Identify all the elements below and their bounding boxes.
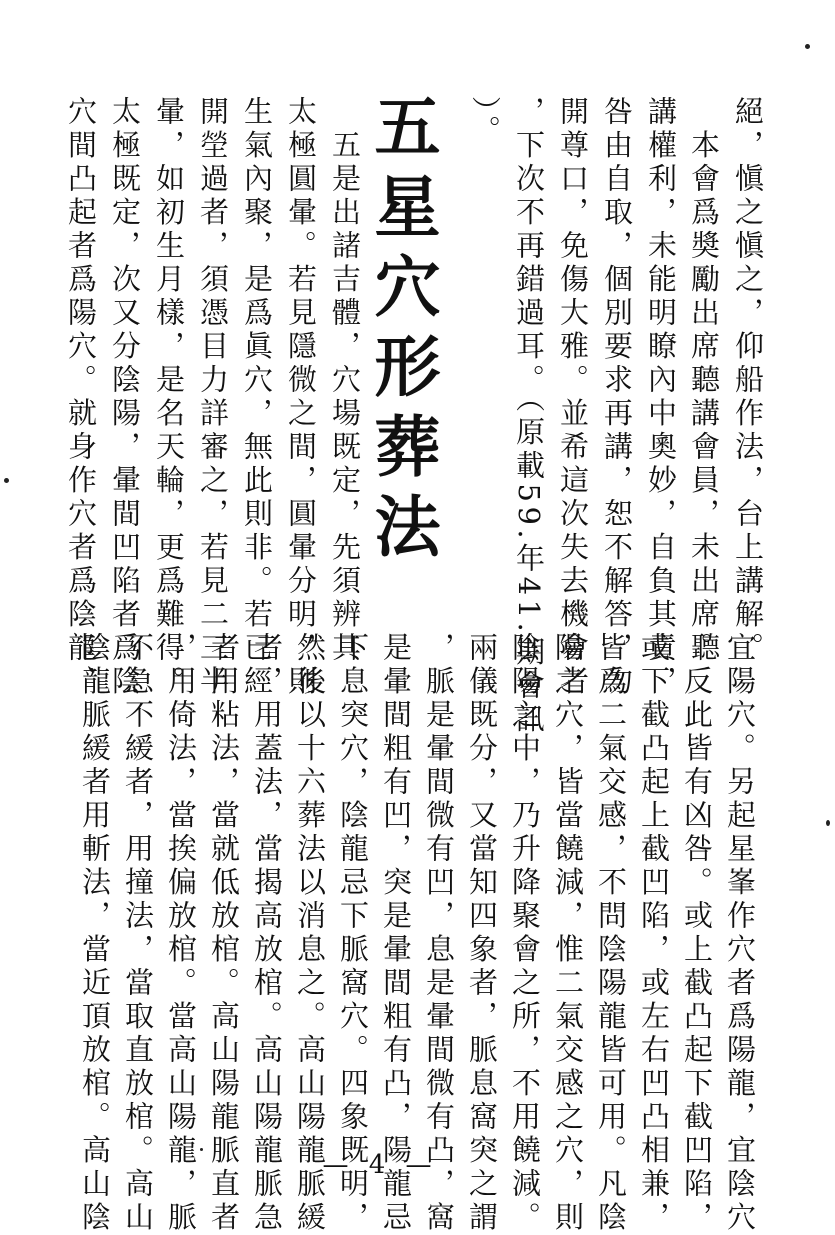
text-column: 陽之穴，皆當饒減，惟二氣交感之穴，則 bbox=[551, 632, 585, 1235]
scan-speck bbox=[826, 820, 830, 826]
text-column: ，脈是暈間微有凹，息是暈間微有凸，窩 bbox=[422, 632, 456, 1235]
text-column: 暈，如初生月樣，是名天輪，更爲難得。 bbox=[152, 96, 186, 699]
text-column: 或下截凸起上截凹陷，或左右凹凸相兼， bbox=[637, 632, 671, 1235]
text-column: 穴間凸起者爲陽穴。就身作穴者爲陰龍， bbox=[64, 96, 98, 699]
text-column: 。反此皆有凶咎。或上截凸起下截凹陷， bbox=[680, 632, 714, 1235]
text-column: 宜陽穴。另起星峯作穴者爲陽龍，宜陰穴 bbox=[723, 632, 757, 1235]
text-column: 陰陽之中，乃升降聚會之所，不用饒減。 bbox=[508, 632, 542, 1235]
text-column: 者，用蓋法，當揭高放棺。高山陽龍脈急 bbox=[250, 632, 284, 1235]
text-column: ，下次不再錯過耳。（原載59.年41.期會訊 bbox=[512, 96, 546, 737]
text-column: 咎由自取，個別要求再講，恕不解答，勿 bbox=[600, 96, 634, 699]
text-column: 太極既定，次又分陰陽，暈間凹陷者爲陰 bbox=[108, 96, 142, 699]
text-column: 兩儀既分，又當知四象者，脈息窩突之謂 bbox=[465, 632, 499, 1235]
text-column: 講權利，未能明瞭內中奧妙，自負其責， bbox=[644, 96, 678, 699]
text-column: 陰龍脈緩者用斬法，當近頂放棺。高山陰 bbox=[78, 632, 112, 1235]
text-column: ）。 bbox=[468, 96, 502, 149]
scan-speck bbox=[200, 1148, 203, 1151]
text-column: 下息突穴，陰龍忌下脈窩穴。四象既明， bbox=[336, 632, 370, 1235]
article-title: 五星穴形葬法 bbox=[363, 92, 440, 572]
text-column: 然後以十六葬法以消息之。高山陽龍脈緩 bbox=[293, 632, 327, 1235]
text-column: 者用粘法，當就低放棺。高山陽龍脈直者 bbox=[207, 632, 241, 1235]
text-column: 是暈間粗有凹，突是暈間粗有凸，陽龍忌 bbox=[379, 632, 413, 1235]
text-column: 不急不緩者，用撞法，當取直放棺。高山 bbox=[121, 632, 155, 1235]
text-column: 開尊口，免傷大雅。並希這次失去機會者 bbox=[556, 96, 590, 699]
scan-speck bbox=[805, 44, 810, 49]
scan-speck bbox=[4, 478, 9, 483]
text-column: 本會爲奬勵出席聽講會員，未出席聽 bbox=[687, 96, 721, 666]
text-column: 皆爲二氣交感，不問陰陽龍皆可用。凡陰 bbox=[594, 632, 628, 1235]
text-column: 絕，愼之愼之，仰船作法，台上講解。 bbox=[731, 96, 765, 666]
text-column: 五是出諸吉體，穴場既定，先須辨其 bbox=[328, 96, 362, 666]
text-column: 開塋過者，須憑目力詳審之，若見二三半 bbox=[196, 96, 230, 699]
page-number: — 4 — bbox=[322, 1150, 438, 1180]
text-column: ，用倚法，當挨偏放棺。當高山陽龍，脈 bbox=[164, 632, 198, 1235]
text-column: 太極圓暈。若見隱微之間，圓暈分明，則 bbox=[284, 96, 318, 699]
text-column: 生氣內聚，是爲眞穴，無此則非。若已經 bbox=[240, 96, 274, 699]
